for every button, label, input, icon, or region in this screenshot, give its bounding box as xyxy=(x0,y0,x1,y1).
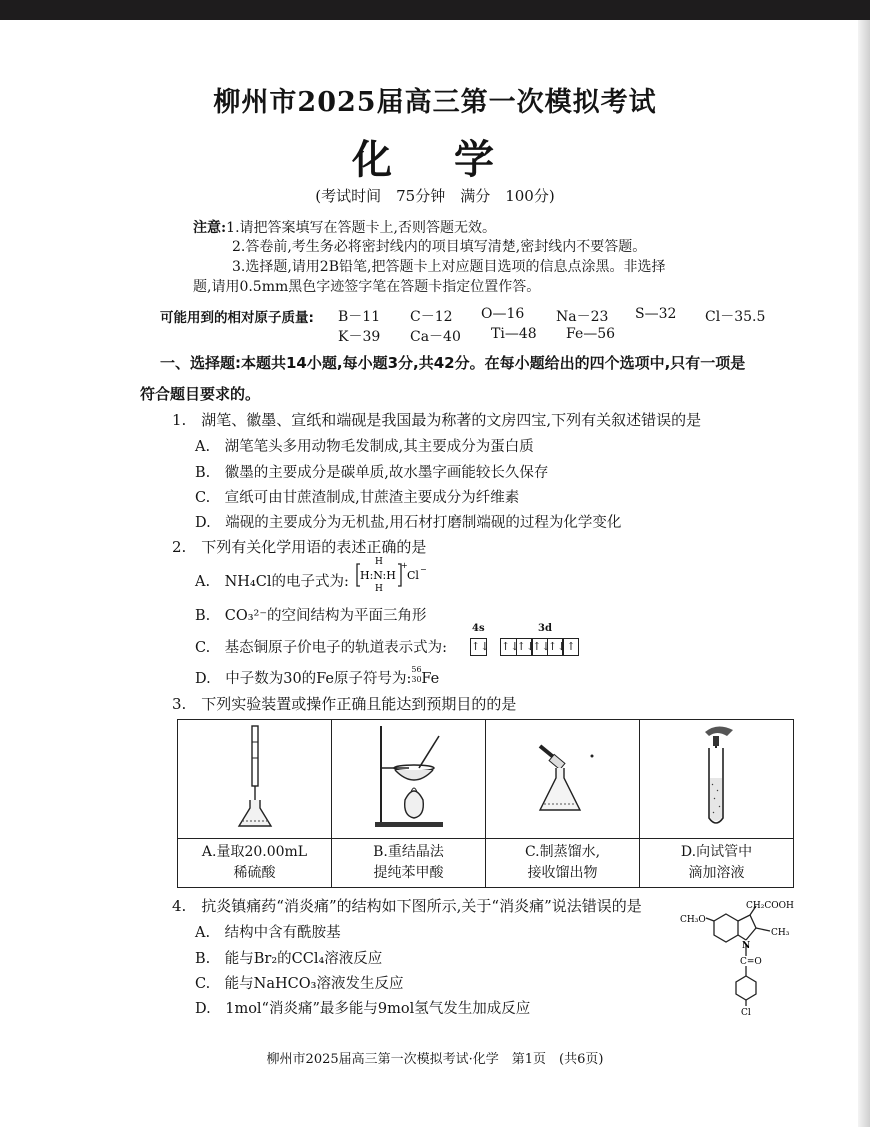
apparatus-d-caption-line-2: 滴加溶液 xyxy=(688,865,745,881)
burette-flask-illustration xyxy=(225,722,285,832)
apparatus-d-cell xyxy=(640,720,794,839)
indomethacin-structure xyxy=(680,898,800,1018)
mass-c: C－12 xyxy=(410,309,453,325)
apparatus-a-caption xyxy=(178,839,332,888)
struct-co: C=O xyxy=(740,957,762,967)
isotope-mass-number: 56 xyxy=(411,665,422,674)
svg-text:H:N:H: H:N:H xyxy=(360,569,396,582)
section-heading-line-1: 一、选择题:本题共14小题,每小题3分,共42分。在每小题给出的四个选项中,只有一项是 xyxy=(160,354,746,372)
q2-stem: 2. 下列有关化学用语的表述正确的是 xyxy=(172,538,427,556)
orbital-box: ↑ xyxy=(562,638,579,656)
exam-time-info: (考试时间 75分钟 满分 100分) xyxy=(315,187,555,205)
apparatus-c-caption xyxy=(486,839,640,888)
svg-text:Cl: Cl xyxy=(407,569,419,582)
note-item-1: 1.请把答案填写在答题卡上,否则答题无效。 xyxy=(226,220,496,236)
struct-ch3o: CH₃O xyxy=(680,915,706,925)
apparatus-b-caption-line-2: 提纯苯甲酸 xyxy=(373,865,444,881)
dropper-test-tube-illustration xyxy=(687,722,747,832)
q1-option-a: A. 湖笔笔头多用动物毛发制成,其主要成分为蛋白质 xyxy=(195,439,534,455)
q2-option-d-text: D. 中子数为30的Fe原子符号为: xyxy=(195,671,412,687)
q1-option-b: B. 徽墨的主要成分是碳单质,故水墨字画能较长久保存 xyxy=(195,465,549,481)
apparatus-c-caption-line-2: 接收馏出物 xyxy=(527,865,598,881)
apparatus-b-cell xyxy=(332,720,486,839)
apparatus-c-cell xyxy=(486,720,640,839)
mass-b: B－11 xyxy=(338,309,381,325)
svg-text:H: H xyxy=(375,584,383,592)
q1-stem: 1. 湖笔、徽墨、宣纸和端砚是我国最为称著的文房四宝,下列有关叙述错误的是 xyxy=(172,411,702,429)
note-label: 注意: xyxy=(193,220,227,236)
q2-option-d xyxy=(195,667,439,688)
orbital-3d-boxes xyxy=(500,636,578,656)
struct-cl: Cl xyxy=(741,1008,751,1018)
isotope-atomic-number: 30 xyxy=(411,675,422,684)
q4-option-a: A. 结构中含有酰胺基 xyxy=(195,925,341,941)
orbital-4s-boxes xyxy=(470,636,490,656)
q4-option-b: B. 能与Br₂的CCl₄溶液反应 xyxy=(195,951,383,967)
scan-top-border xyxy=(0,0,870,20)
struct-ch2cooh: CH₂COOH xyxy=(746,901,794,911)
apparatus-d-caption xyxy=(640,839,794,888)
mass-na: Na－23 xyxy=(556,309,609,325)
orbital-3d-label: 3d xyxy=(538,623,552,634)
q1-option-c: C. 宣纸可由甘蔗渣制成,甘蔗渣主要成分为纤维素 xyxy=(195,490,520,506)
svg-text:−: − xyxy=(420,565,427,574)
section-heading-line-2: 符合题目要求的。 xyxy=(140,385,261,403)
nh4cl-electron-formula xyxy=(356,556,428,592)
q4-stem: 4. 抗炎镇痛药“消炎痛”的结构如下图所示,关于“消炎痛”说法错误的是 xyxy=(172,897,642,915)
orbital-box: ↑↓ xyxy=(516,638,533,656)
mass-s: S—32 xyxy=(635,306,677,322)
q3-apparatus-table xyxy=(177,719,794,888)
recrystallization-illustration xyxy=(369,722,449,832)
mass-ca: Ca－40 xyxy=(410,329,461,345)
exam-title: 柳州市2025届高三第一次模拟考试 xyxy=(213,87,657,118)
isotope-numbers xyxy=(411,665,422,684)
atomic-mass-row-1 xyxy=(160,306,314,326)
apparatus-c-caption-line-1: C.制蒸馏水, xyxy=(524,844,601,860)
apparatus-a-caption-line-2: 稀硫酸 xyxy=(233,865,276,881)
mass-k: K－39 xyxy=(338,329,381,345)
mass-ti: Ti—48 xyxy=(491,326,537,342)
q2-option-b: B. CO₃²⁻的空间结构为平面三角形 xyxy=(195,608,427,624)
atomic-mass-label: 可能用到的相对原子质量: xyxy=(160,310,314,326)
orbital-box: ↑↓ xyxy=(470,638,487,656)
orbital-box: ↑↓ xyxy=(547,638,564,656)
orbital-box: ↑↓ xyxy=(500,638,517,656)
svg-text:H: H xyxy=(375,557,383,567)
orbital-4s-label: 4s xyxy=(472,623,485,634)
mass-fe: Fe—56 xyxy=(566,326,616,342)
struct-ch3: CH₃ xyxy=(771,928,790,938)
subject-title: 化 学 xyxy=(352,136,518,183)
apparatus-b-caption-line-1: B.重结晶法 xyxy=(373,844,444,860)
svg-text:+: + xyxy=(401,561,408,570)
apparatus-a-cell xyxy=(178,720,332,839)
distillate-collection-illustration xyxy=(528,722,598,832)
q3-stem: 3. 下列实验装置或操作正确且能达到预期目的的是 xyxy=(172,695,517,713)
q4-option-c: C. 能与NaHCO₃溶液发生反应 xyxy=(195,976,404,992)
note-item-2: 2.答卷前,考生务必将密封线内的项目填写清楚,密封线内不要答题。 xyxy=(232,239,647,255)
struct-n: N xyxy=(742,941,751,951)
isotope-symbol: Fe xyxy=(421,671,440,687)
note-item-4: 题,请用0.5mm黑色字迹签字笔在答题卡指定位置作答。 xyxy=(193,279,541,295)
q2-option-a: A. NH₄Cl的电子式为: xyxy=(195,574,349,590)
note-item-3: 3.选择题,请用2B铅笔,把答题卡上对应题目选项的信息点涂黑。非选择 xyxy=(232,259,666,275)
q4-option-d: D. 1mol“消炎痛”最多能与9mol氢气发生加成反应 xyxy=(195,1001,531,1017)
note-line-1 xyxy=(193,217,496,237)
q2-option-c: C. 基态铜原子价电子的轨道表示式为: xyxy=(195,640,448,656)
q1-option-d: D. 端砚的主要成分为无机盐,用石材打磨制端砚的过程为化学变化 xyxy=(195,515,622,531)
apparatus-b-caption xyxy=(332,839,486,888)
mass-o: O—16 xyxy=(481,306,525,322)
apparatus-d-caption-line-1: D.向试管中 xyxy=(680,844,753,860)
page-footer: 柳州市2025届高三第一次模拟考试·化学 第1页 (共6页) xyxy=(266,1052,604,1067)
mass-cl: Cl－35.5 xyxy=(705,309,766,325)
orbital-box: ↑↓ xyxy=(531,638,548,656)
apparatus-a-caption-line-1: A.量取20.00mL xyxy=(201,844,308,860)
